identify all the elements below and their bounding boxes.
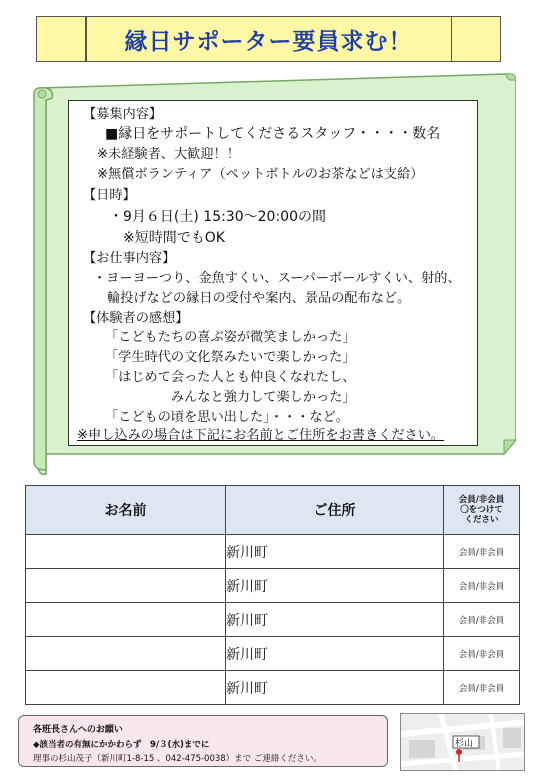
member-cell[interactable]: 会員/非会員 xyxy=(444,569,520,603)
section-job: 【お仕事内容】 xyxy=(83,251,176,266)
member-cell[interactable]: 会員/非会員 xyxy=(444,637,520,671)
header-address: ご住所 xyxy=(226,486,444,535)
request-line-1: ◆該当者の有無にかかわらず 9/３(水)までに xyxy=(33,740,210,750)
datetime-note: ※短時間でもOK xyxy=(123,230,225,246)
form-header-row xyxy=(26,486,520,535)
name-cell[interactable] xyxy=(26,637,226,671)
table-row xyxy=(26,637,520,671)
location-map xyxy=(400,713,525,771)
impression-3a: 「はじめて会った人とも仲良くなれたし、 xyxy=(105,370,356,385)
application-form xyxy=(25,485,520,705)
address-cell[interactable]: 新川町 xyxy=(226,637,444,671)
impression-2: 「学生時代の文化祭みたいで楽しかった」 xyxy=(105,350,356,365)
page-title: 縁日サポーター要員求む！ xyxy=(124,28,413,55)
table-row xyxy=(26,671,520,705)
member-cell[interactable]: 会員/非会員 xyxy=(444,603,520,637)
impression-3b: みんなと強力して楽しかった」 xyxy=(171,390,356,405)
datetime-detail: ・9月６日(土) 15:30～20:00の間 xyxy=(109,209,326,225)
name-cell[interactable] xyxy=(26,569,226,603)
header-member-line1: 会員/非会員 xyxy=(458,495,505,505)
member-cell[interactable]: 会員/非会員 xyxy=(444,671,520,705)
section-datetime: 【日時】 xyxy=(83,188,136,203)
table-row xyxy=(26,535,520,569)
job-detail-2: 輪投げなどの縁日の受付や案内、景品の配布など。 xyxy=(107,291,411,306)
request-line-2: 理事の杉山茂子（新川町1-8-15 、042-475-0038）まで ご連絡ください。 xyxy=(33,754,322,764)
section-impressions: 【体験者の感想】 xyxy=(83,311,189,326)
table-row xyxy=(26,603,520,637)
section-recruit: 【募集内容】 xyxy=(83,107,163,122)
table-row xyxy=(26,569,520,603)
header-member-line2: 〇をつけて xyxy=(460,505,503,515)
request-heading: 各班長さんへのお願い xyxy=(33,725,123,735)
job-detail-1: ・ヨーヨーつり、金魚すくい、スーパーボールすくい、射的、 xyxy=(93,271,461,286)
address-cell[interactable]: 新川町 xyxy=(226,603,444,637)
name-cell[interactable] xyxy=(26,603,226,637)
name-cell[interactable] xyxy=(26,671,226,705)
recruit-note-2: ※無償ボランティア（ペットボトルのお茶などは支給） xyxy=(97,167,424,182)
address-cell[interactable]: 新川町 xyxy=(226,569,444,603)
impression-1: 「こどもたちの喜ぶ姿が微笑ましかった」 xyxy=(105,330,356,345)
address-cell[interactable]: 新川町 xyxy=(226,535,444,569)
application-note: ※申し込みの場合は下記にお名前とご住所をお書きください。 xyxy=(77,428,445,443)
title-banner xyxy=(36,16,501,62)
impression-4: 「こどもの頃を思い出した」・・・など。 xyxy=(105,410,349,425)
header-member-line3: ください xyxy=(464,515,499,525)
header-member xyxy=(444,486,520,535)
map-marker-label: 杉山 xyxy=(455,739,474,749)
member-cell[interactable]: 会員/非会員 xyxy=(444,535,520,569)
leader-request-box xyxy=(18,715,388,767)
recruit-detail: ■縁日をサポートしてくださるスタッフ・・・・数名 xyxy=(105,126,441,142)
address-cell[interactable]: 新川町 xyxy=(226,671,444,705)
notice-box xyxy=(68,100,478,446)
header-name: お名前 xyxy=(26,486,226,535)
recruit-note-1: ※未経験者、大歓迎！！ xyxy=(97,147,240,162)
name-cell[interactable] xyxy=(26,535,226,569)
